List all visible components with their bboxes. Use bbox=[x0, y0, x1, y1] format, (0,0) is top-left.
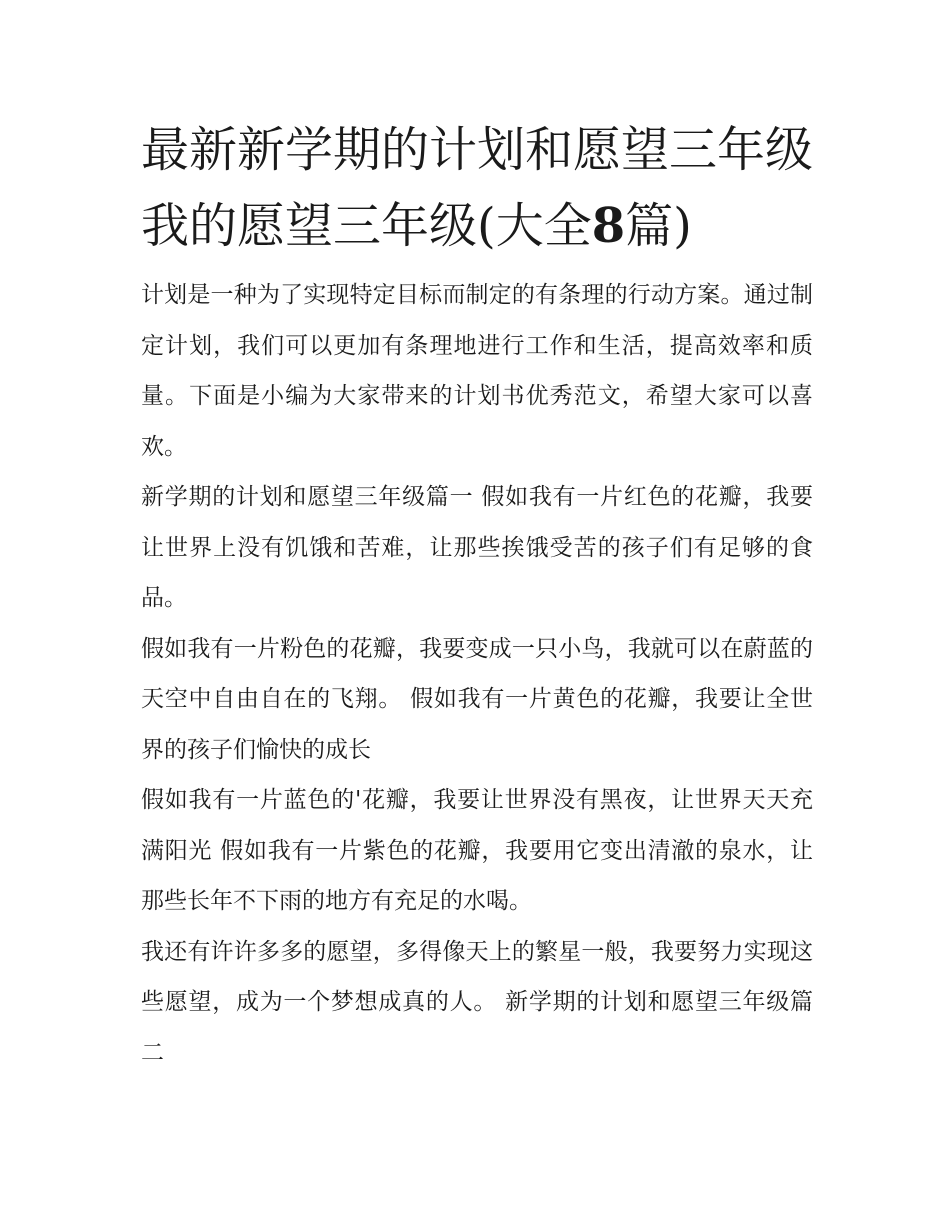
title-text: 最新新学期的计划和愿望三年级 我的愿望三年级(大全 bbox=[141, 122, 814, 254]
body-paragraph: 假如我有一片蓝色的'花瓣，我要让世界没有黑夜，让世界天天充满阳光 假如我有一片紫色的花瓣，我要用它变出清澈的泉水，让那些长年不下雨的地方有充足的水喝。 bbox=[141, 787, 813, 914]
title-suffix: 篇) bbox=[625, 198, 692, 254]
body-paragraph: 我还有许许多多的愿望，多得像天上的繁星一般，我要努力实现这些愿望，成为一个梦想成真的人。 新学期的计划和愿望三年级篇二 bbox=[141, 938, 813, 1066]
body-paragraph: 假如我有一片粉色的花瓣，我要变成一只小鸟，我就可以在蔚蓝的天空中自由自在的飞翔。 假如我有一片黄色的花瓣，我要让全世界的孩子们愉快的成长 bbox=[141, 635, 813, 763]
document-title bbox=[141, 112, 813, 264]
document-page bbox=[141, 112, 813, 1078]
intro-paragraph: 计划是一种为了实现特定目标而制定的有条理的行动方案。通过制定计划，我们可以更加有条理地进行工作和生活，提高效率和质量。下面是小编为大家带来的计划书优秀范文，希望大家可以喜欢。 bbox=[141, 282, 813, 460]
body-paragraph: 新学期的计划和愿望三年级篇一 假如我有一片红色的花瓣，我要让世界上没有饥饿和苦难，让那些挨饿受苦的孩子们有足够的食品。 bbox=[141, 484, 813, 611]
title-number: 8 bbox=[591, 198, 626, 254]
